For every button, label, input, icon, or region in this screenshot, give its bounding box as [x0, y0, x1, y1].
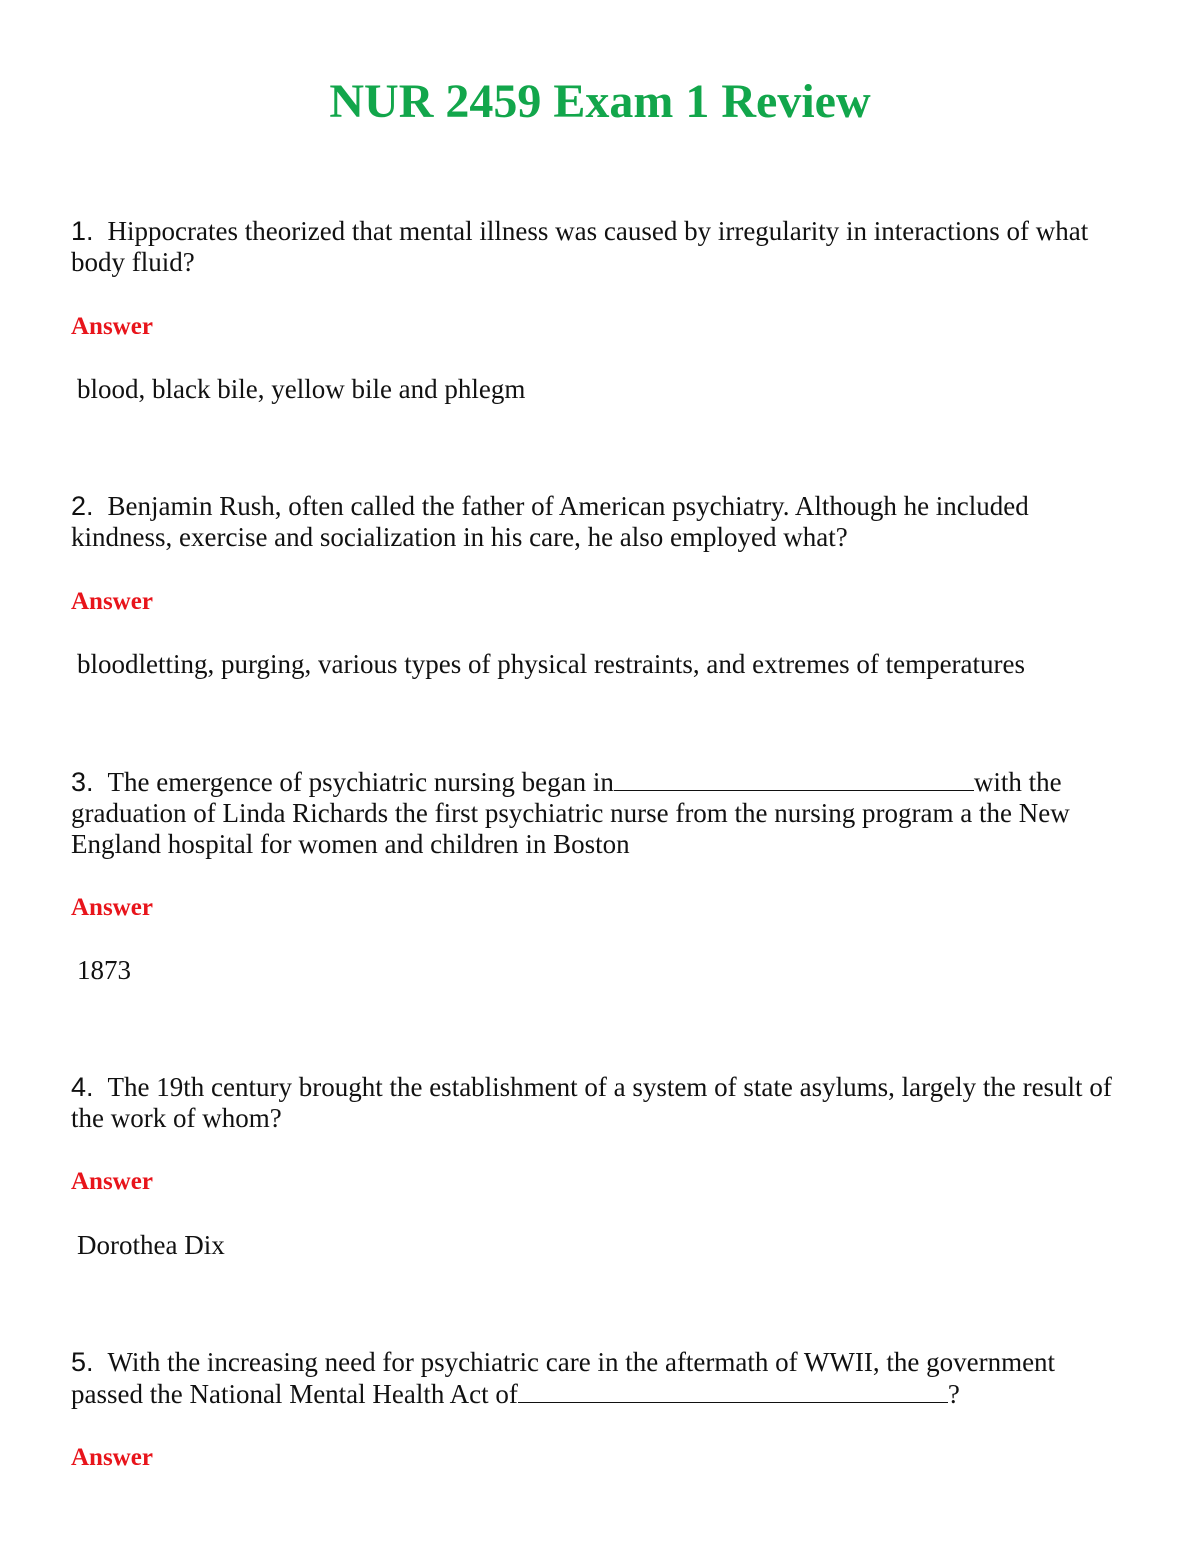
question-number: 3.: [71, 767, 94, 797]
fill-in-blank: [614, 766, 974, 791]
question-number: 1.: [71, 216, 94, 246]
question-text: The 19th century brought the establishment of a system of state asylums, largely the result of the work of whom?: [71, 1072, 1112, 1133]
question-number: 4.: [71, 1072, 94, 1102]
question-number: 5.: [71, 1347, 94, 1377]
answer-label: Answer: [71, 1168, 153, 1195]
answer-label: Answer: [71, 313, 153, 340]
answer-text: Dorothea Dix: [77, 1230, 225, 1260]
answer-text: blood, black bile, yellow bile and phlegm: [77, 374, 526, 404]
question-4: [71, 1072, 1131, 1134]
answer-label: Answer: [71, 1444, 153, 1471]
question-5: [71, 1347, 1131, 1410]
answer-label: Answer: [71, 894, 153, 921]
question-number: 2.: [71, 491, 94, 521]
question-1: [71, 216, 1131, 278]
question-3: [71, 766, 1131, 860]
question-text: Hippocrates theorized that mental illness was caused by irregularity in interactions of what body fluid?: [71, 216, 1089, 277]
question-text-before-blank: With the increasing need for psychiatric care in the aftermath of WWII, the government passed the National Mental Health Act of: [71, 1347, 1056, 1409]
answer-text: bloodletting, purging, various types of physical restraints, and extremes of temperatures: [77, 649, 1026, 679]
answer-label: Answer: [71, 588, 153, 615]
fill-in-blank: [518, 1378, 948, 1403]
question-text-after-blank: with the graduation of Linda Richards the first psychiatric nurse from the nursing program a the New England hospital for women and children in Boston: [71, 767, 1070, 859]
answer-text: 1873: [77, 955, 131, 985]
question-text: Benjamin Rush, often called the father of American psychiatry. Although he included kindness, exercise and socialization in his care, he also employed what?: [71, 491, 1029, 552]
document-title: NUR 2459 Exam 1 Review: [329, 75, 871, 128]
question-text-before-blank: The emergence of psychiatric nursing began in: [107, 767, 614, 797]
question-2: [71, 491, 1131, 553]
question-text-after-blank: ?: [947, 1379, 960, 1409]
